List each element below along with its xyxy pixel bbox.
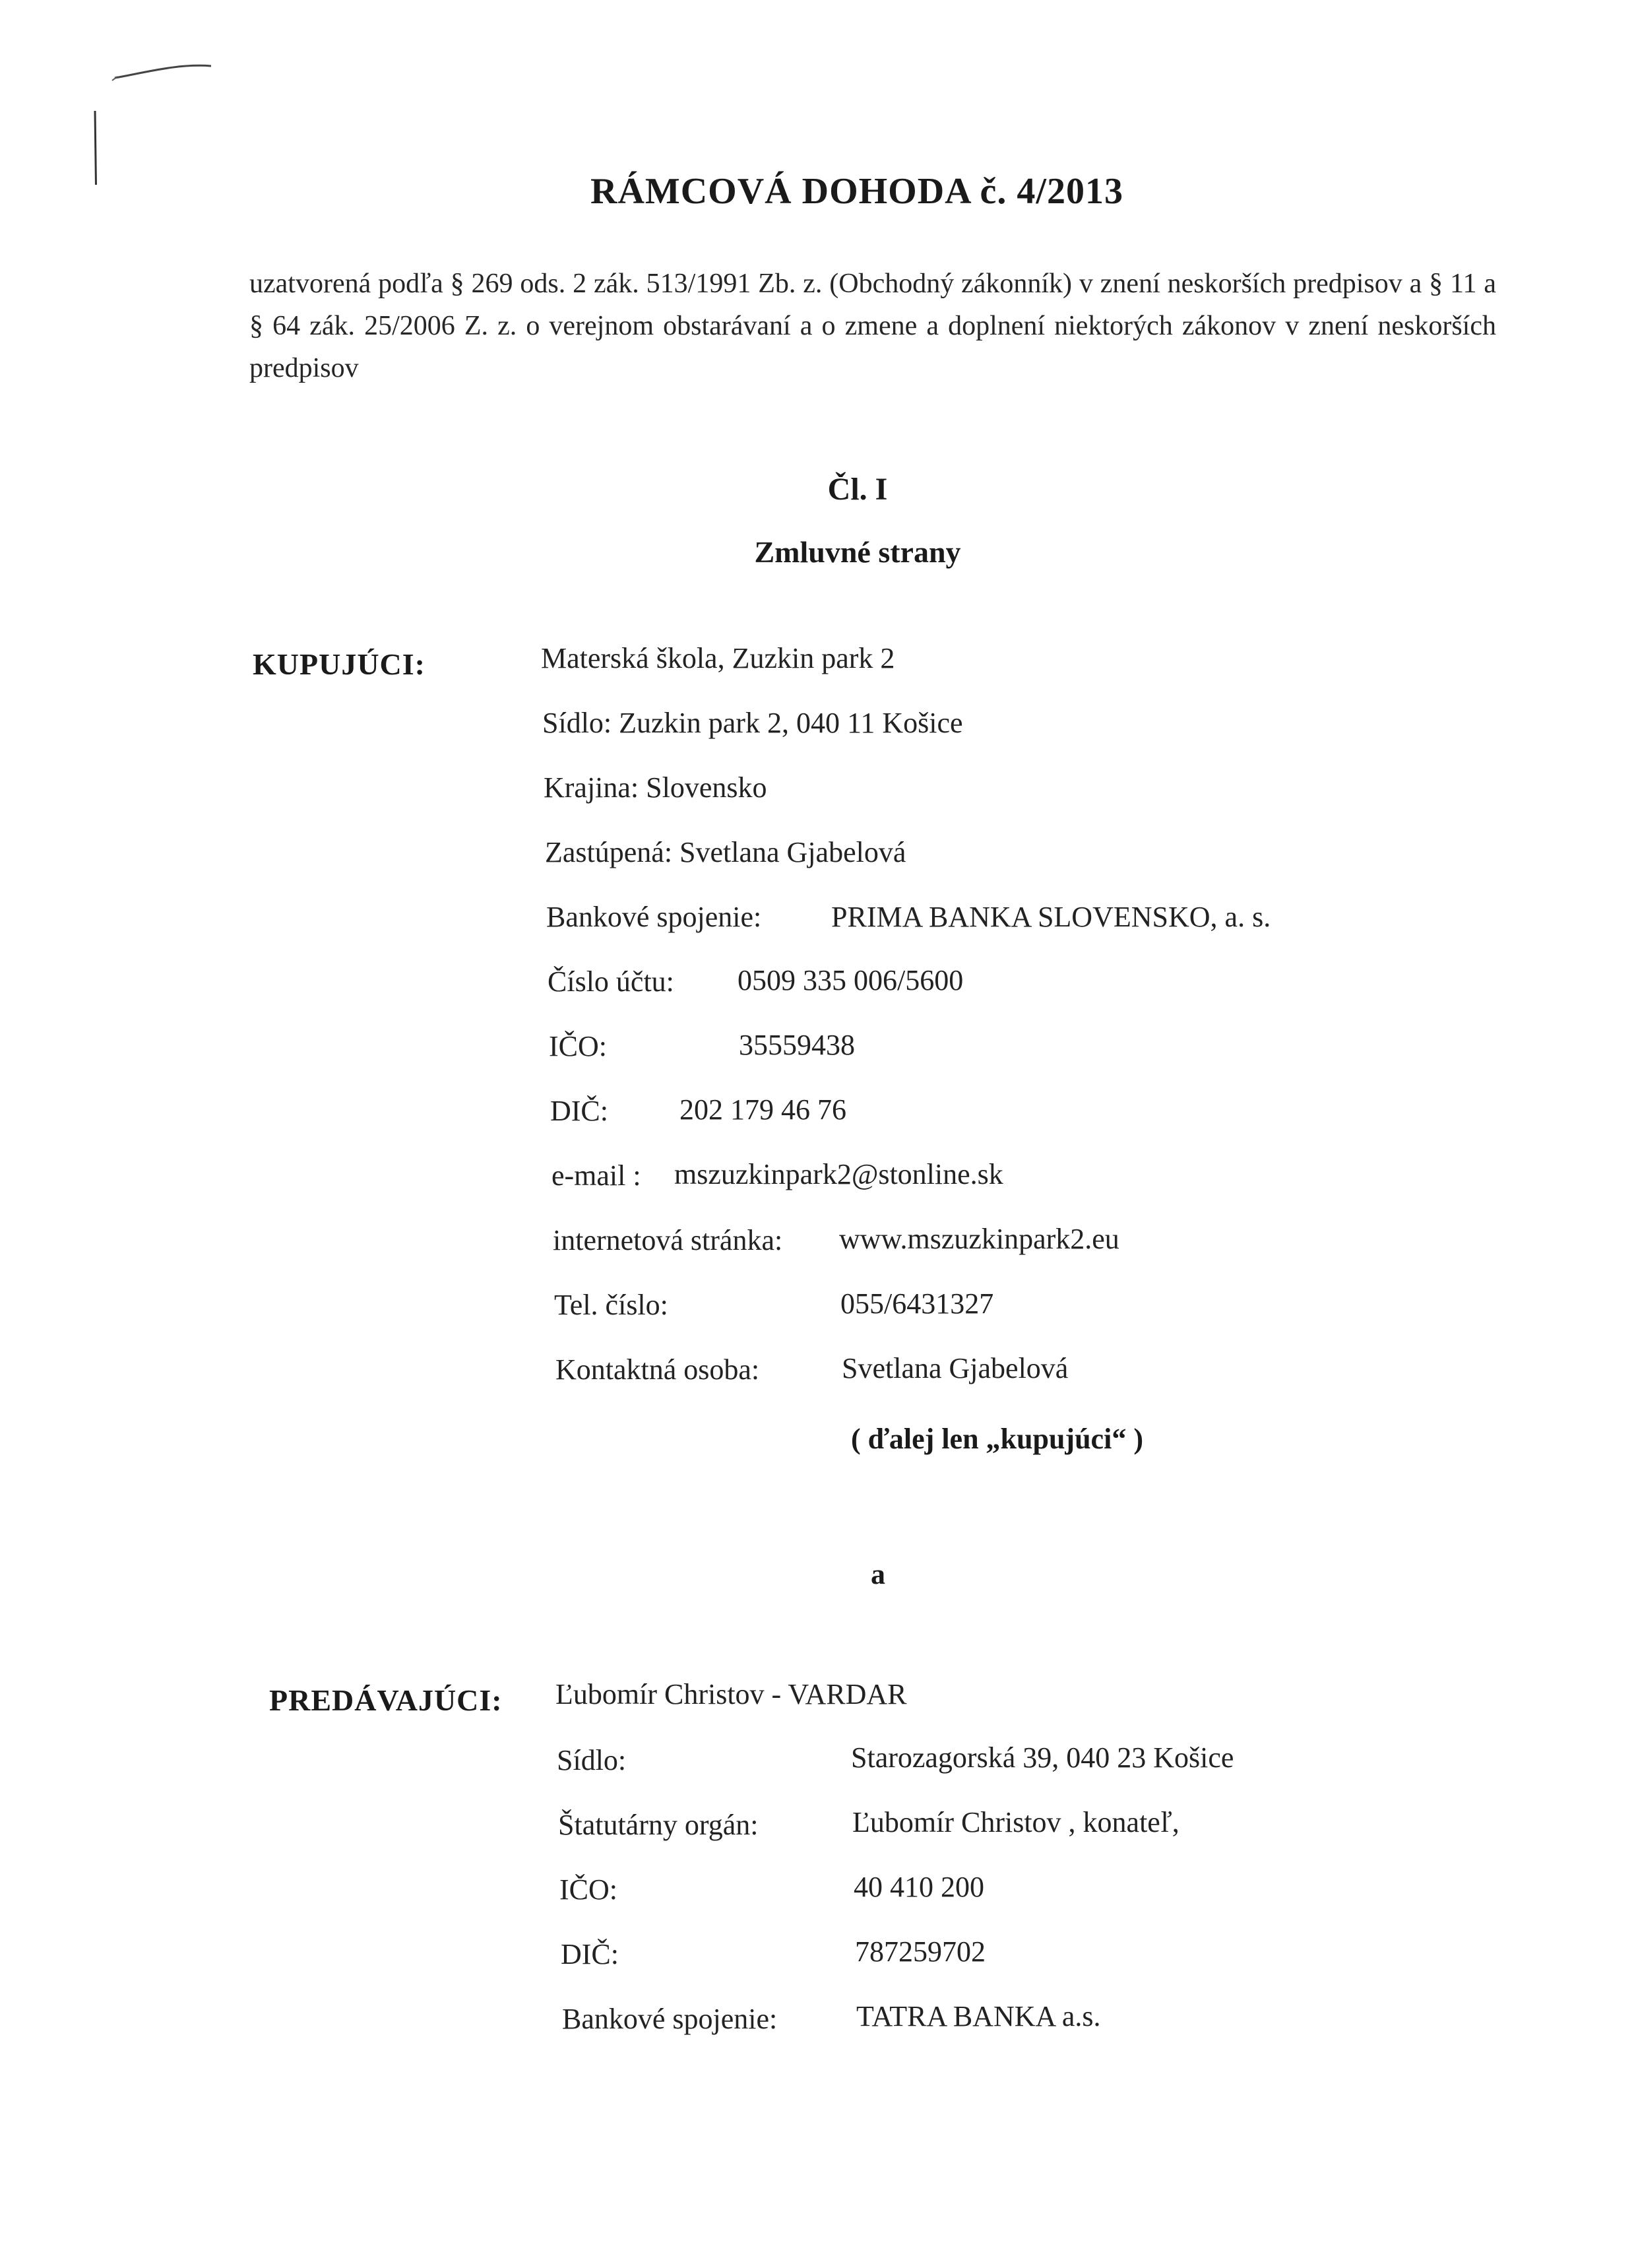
- seller-ico-value: 40 410 200: [854, 1871, 984, 1903]
- buyer-dic-value: 202 179 46 76: [679, 1093, 846, 1126]
- conjunction-and: a: [871, 1558, 885, 1590]
- buyer-bank-label: Bankové spojenie:: [546, 901, 762, 933]
- seller-seat-value: Starozagorská 39, 040 23 Košice: [851, 1741, 1234, 1774]
- buyer-name: Materská škola, Zuzkin park 2: [541, 642, 895, 674]
- buyer-bank-value: PRIMA BANKA SLOVENSKO, a. s.: [831, 901, 1271, 933]
- buyer-email-value: mszuzkinpark2@stonline.sk: [674, 1158, 1003, 1190]
- buyer-dic-label: DIČ:: [550, 1095, 608, 1127]
- buyer-contact-label: Kontaktná osoba:: [555, 1353, 760, 1386]
- buyer-account-label: Číslo účtu:: [548, 965, 674, 998]
- seller-label: PREDÁVAJÚCI:: [269, 1683, 503, 1717]
- seller-statutory-label: Štatutárny orgán:: [558, 1809, 759, 1841]
- seller-bank-value: TATRA BANKA a.s.: [856, 2000, 1101, 2032]
- buyer-seat: Sídlo: Zuzkin park 2, 040 11 Košice: [542, 707, 963, 739]
- buyer-web-value: www.mszuzkinpark2.eu: [839, 1223, 1119, 1255]
- buyer-alias-note: ( ďalej len „kupujúci“ ): [851, 1423, 1143, 1455]
- buyer-tel-value: 055/6431327: [840, 1287, 994, 1320]
- buyer-represented: Zastúpená: Svetlana Gjabelová: [545, 836, 906, 868]
- buyer-ico-value: 35559438: [739, 1029, 855, 1061]
- buyer-contact-value: Svetlana Gjabelová: [842, 1352, 1069, 1384]
- buyer-account-value: 0509 335 006/5600: [738, 964, 964, 996]
- article-title: Zmluvné strany: [754, 535, 961, 569]
- seller-name: Ľubomír Christov - VARDAR: [555, 1678, 907, 1710]
- seller-ico-label: IČO:: [559, 1873, 617, 1906]
- article-number: Čl. I: [827, 472, 888, 507]
- buyer-email-label: e-mail :: [551, 1159, 641, 1192]
- legal-basis-paragraph: uzatvorená podľa § 269 ods. 2 zák. 513/1991 Zb. z. (Obchodný zákonník) v znení neskorších predpisov a § 11 a § 64 zák. 25/2006 Z. z. o verejnom obstarávaní a o zmene a doplnení niektorých zákonov v znení neskorších predpisov: [249, 269, 1496, 383]
- buyer-web-label: internetová stránka:: [553, 1224, 783, 1256]
- buyer-country: Krajina: Slovensko: [544, 771, 767, 804]
- seller-statutory-value: Ľubomír Christov , konateľ,: [852, 1806, 1180, 1838]
- buyer-tel-label: Tel. číslo:: [554, 1289, 668, 1321]
- buyer-label: KUPUJÚCI:: [253, 647, 425, 681]
- seller-bank-label: Bankové spojenie:: [562, 2003, 778, 2035]
- document-title: RÁMCOVÁ DOHODA č. 4/2013: [590, 171, 1123, 212]
- buyer-ico-label: IČO:: [549, 1030, 607, 1062]
- staple-mark-icon: [86, 40, 237, 185]
- seller-seat-label: Sídlo:: [557, 1744, 627, 1776]
- seller-dic-value: 787259702: [855, 1935, 986, 1968]
- seller-dic-label: DIČ:: [561, 1938, 619, 1970]
